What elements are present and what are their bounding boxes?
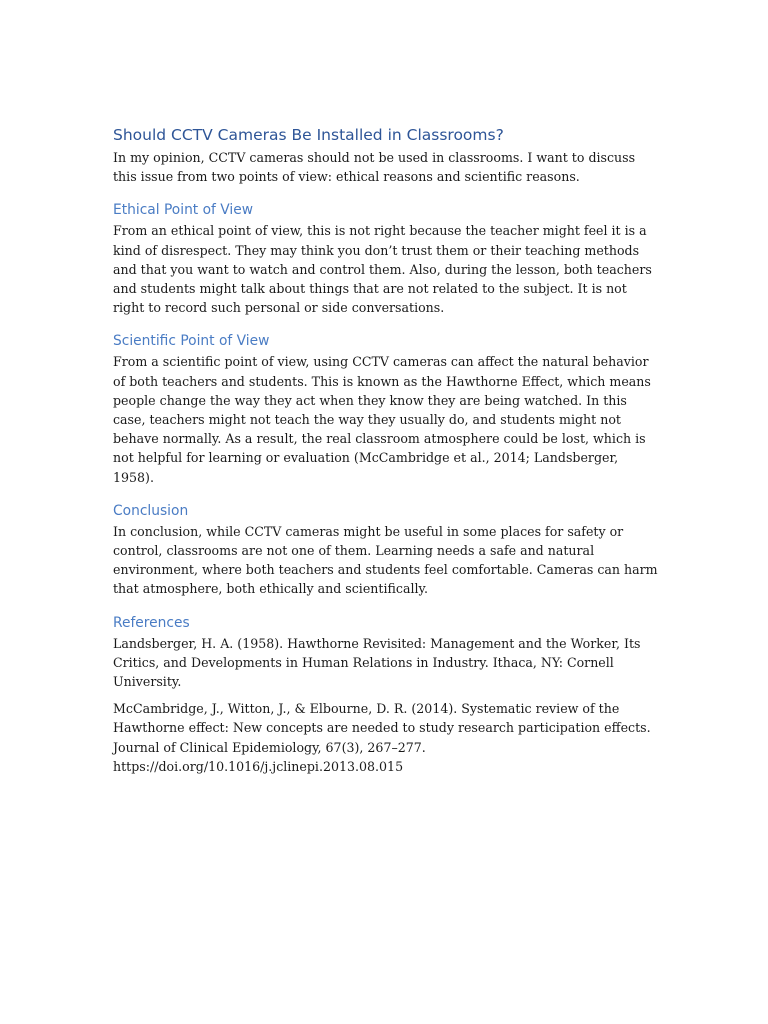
intro-paragraph: In my opinion, CCTV cameras should not be used in classrooms. I want to discuss this issue from two points of view: ethical reasons and scientific reasons. xyxy=(113,150,636,185)
section-heading-scientific: Scientific Point of View xyxy=(113,333,270,350)
section-heading-ethical: Ethical Point of View xyxy=(113,202,254,219)
document-page xyxy=(113,124,661,784)
reference-item: McCambridge, J., Witton, J., & Elbourne, D. R. (2014). Systematic review of the Hawthorne effect: New concepts are needed to study research participation effects. Journal of Clinical Epidemiology, 67(3), 267–277. https://doi.org/10.1016/j.jclinepi.2013.08.015 xyxy=(113,701,651,774)
page-title: Should CCTV Cameras Be Installed in Classrooms? xyxy=(113,126,504,144)
section-body-scientific: From a scientific point of view, using CCTV cameras can affect the natural behavior of both teachers and students. This is known as the Hawthorne Effect, which means people change the way they act when they know they are being watched. In this case, teachers might not teach the way they usually do, and students might not behave normally. As a result, the real classroom atmosphere could be lost, which is not helpful for learning or evaluation (McCambridge et al., 2014; Landsberger, 1958). xyxy=(113,354,651,485)
section-body-ethical: From an ethical point of view, this is not right because the teacher might feel it is a kind of disrespect. They may think you don’t trust them or their teaching methods and that you want to watch and control them. Also, during the lesson, both teachers and students might talk about things that are not related to the subject. It is not right to record such personal or side conversations. xyxy=(113,223,652,316)
reference-item: Landsberger, H. A. (1958). Hawthorne Revisited: Management and the Worker, Its Critics, and Developments in Human Relations in Industry. Ithaca, NY: Cornell University. xyxy=(113,635,641,690)
references-heading: References xyxy=(113,614,190,631)
section-body-conclusion: In conclusion, while CCTV cameras might be useful in some places for safety or control, classrooms are not one of them. Learning needs a safe and natural environment, where both teachers and students feel comfortable. Cameras can harm that atmosphere, both ethically and scientifically. xyxy=(113,523,658,597)
section-heading-conclusion: Conclusion xyxy=(113,502,189,519)
